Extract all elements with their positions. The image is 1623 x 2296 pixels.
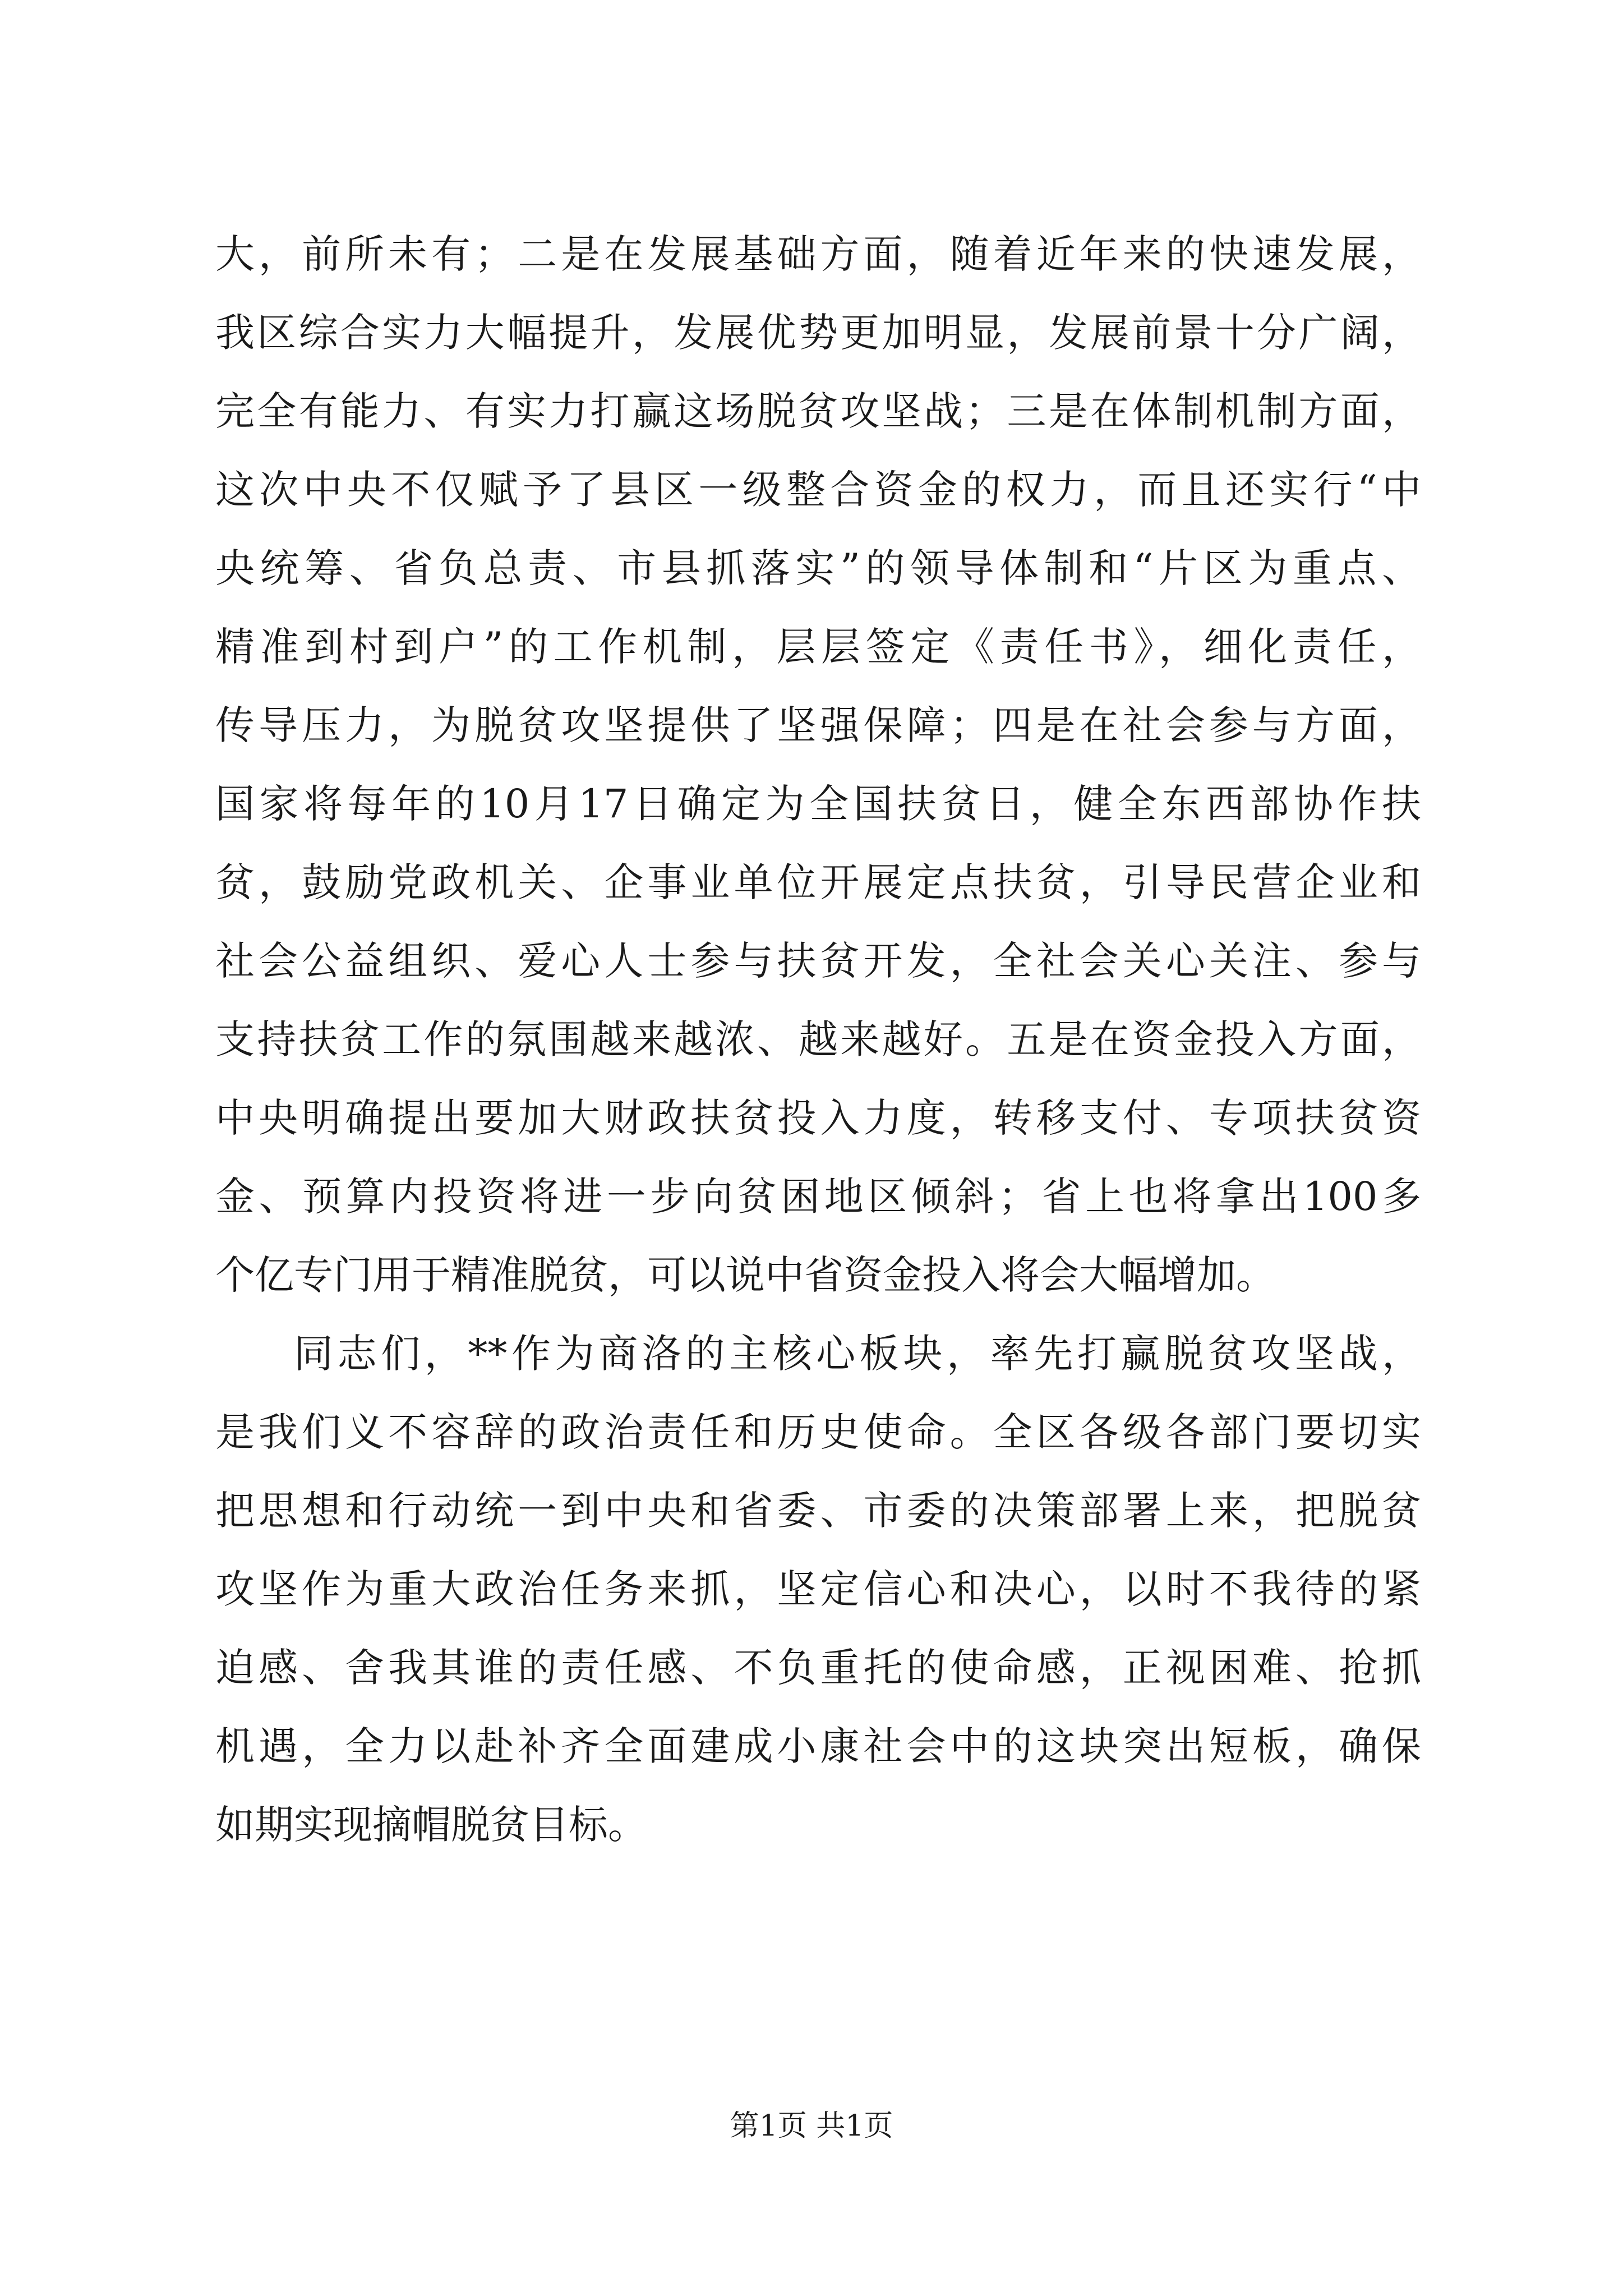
paragraph-1-line-4: 这次中央不仅赋予了县区一级整合资金的权力，而且还实行“中 bbox=[215, 467, 1421, 513]
paragraph-1-line-3: 完全有能力、有实力打赢这场脱贫攻坚战；三是在体制机制方面， bbox=[215, 388, 1421, 434]
paragraph-1-line-13: 金、预算内投资将进一步向贫困地区倾斜；省上也将拿出100多 bbox=[215, 1174, 1421, 1220]
paragraph-2-line-3: 把思想和行动统一到中央和省委、市委的决策部署上来，把脱贫 bbox=[215, 1488, 1421, 1534]
paragraph-1-line-5: 央统筹、省负总责、市县抓落实”的领导体制和“片区为重点、 bbox=[215, 545, 1421, 591]
paragraph-2-line-5: 迫感、舍我其谁的责任感、不负重托的使命感，正视困难、抢抓 bbox=[215, 1645, 1421, 1691]
page-number-footer: 第1页 共1页 bbox=[730, 2109, 893, 2143]
paragraph-1-line-6: 精准到村到户”的工作机制，层层签定《责任书》，细化责任， bbox=[215, 624, 1421, 670]
paragraph-1-line-12: 中央明确提出要加大财政扶贫投入力度，转移支付、专项扶贫资 bbox=[215, 1095, 1421, 1141]
paragraph-1-line-8: 国家将每年的10月17日确定为全国扶贫日，健全东西部协作扶 bbox=[215, 781, 1421, 827]
paragraph-2-line-4: 攻坚作为重大政治任务来抓，坚定信心和决心，以时不我待的紧 bbox=[215, 1566, 1421, 1612]
paragraph-1-line-11: 支持扶贫工作的氛围越来越浓、越来越好。五是在资金投入方面， bbox=[215, 1016, 1421, 1062]
paragraph-2-line-2: 是我们义不容辞的政治责任和历史使命。全区各级各部门要切实 bbox=[215, 1409, 1421, 1455]
paragraph-1-line-7: 传导压力，为脱贫攻坚提供了坚强保障；四是在社会参与方面， bbox=[215, 702, 1421, 748]
paragraph-1-line-14: 个亿专门用于精准脱贫，可以说中省资金投入将会大幅增加。 bbox=[215, 1252, 1275, 1298]
paragraph-1-line-9: 贫，鼓励党政机关、企事业单位开展定点扶贫，引导民营企业和 bbox=[215, 859, 1421, 905]
paragraph-2-line-6: 机遇，全力以赴补齐全面建成小康社会中的这块突出短板，确保 bbox=[215, 1723, 1421, 1769]
paragraph-2-line-1: 同志们，**作为商洛的主核心板块，率先打赢脱贫攻坚战， bbox=[294, 1331, 1421, 1377]
paragraph-1-line-1: 大，前所未有；二是在发展基础方面，随着近年来的快速发展， bbox=[215, 231, 1421, 277]
paragraph-2-line-7: 如期实现摘帽脱贫目标。 bbox=[215, 1802, 647, 1848]
paragraph-1-line-2: 我区综合实力大幅提升，发展优势更加明显，发展前景十分广阔， bbox=[215, 310, 1421, 356]
paragraph-1-line-10: 社会公益组织、爱心人士参与扶贫开发，全社会关心关注、参与 bbox=[215, 938, 1421, 984]
